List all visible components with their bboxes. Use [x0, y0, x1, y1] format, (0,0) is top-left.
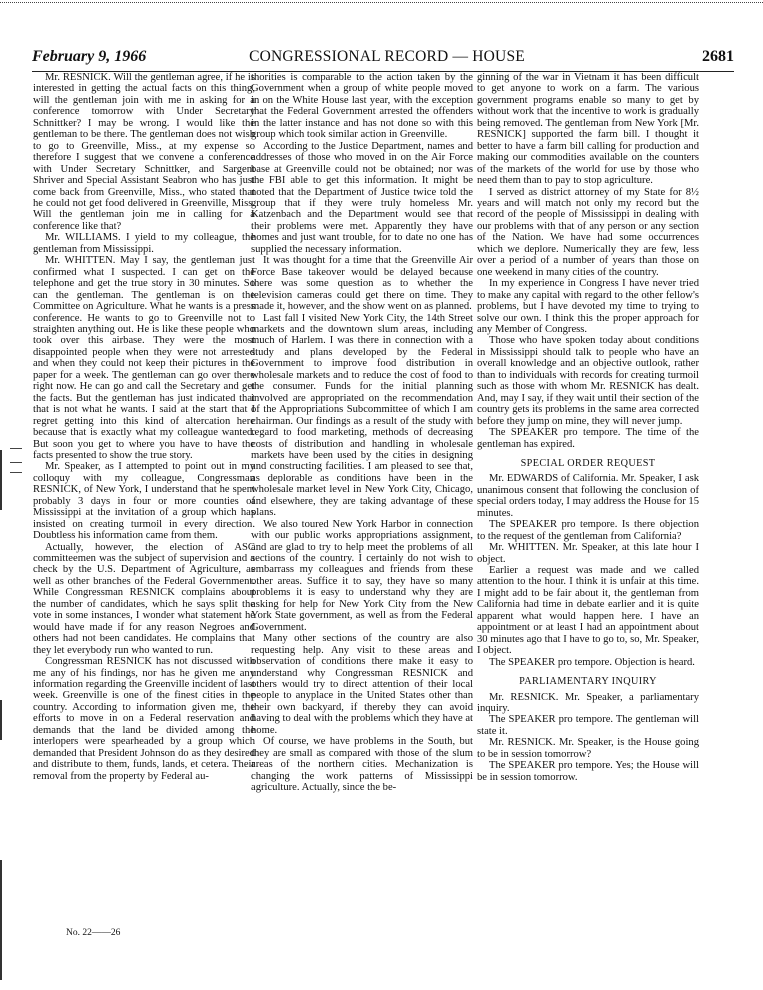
paragraph: Mr. EDWARDS of California. Mr. Speaker, I ask unanimous consent that following the conclusion of special orders today, I may address the House for 15 minutes. — [477, 473, 699, 519]
paragraph: The SPEAKER pro tempore. Objection is heard. — [489, 656, 695, 668]
scan-margin-mark — [0, 860, 2, 980]
paragraph: Mr. RESNICK. Mr. Speaker, is the House going to be in session tomorrow? — [477, 737, 699, 760]
paragraph: Last fall I visited New York City, the 14th Street markets and the downtown slum areas, including much of Harlem. I was there in connection with a study and plans developed by the Federal Government to improve food distribution in wholesale markets and to reduce the cost of food to the consumer. Funds for the initial planning involved are appropriated on the recommendation of the Appropriations Subcommittee of which I am chairman. Our findings as a result of the study with regard to food marketing, methods of decreasing costs of distribution and handling in wholesale markets have been used by the cities in designing and constructing facilities. I am pleased to see that, as deplorable as conditions have been in the wholesale market level in New York City, Chicago, and elsewhere, they are taking advantage of these plans. — [251, 312, 473, 519]
paragraph: The SPEAKER pro tempore. The gentleman will state it. — [477, 714, 699, 737]
paragraph: Mr. WHITTEN. May I say, the gentleman just confirmed what I suspected. I can get on the telephone and get the true story in 30 minutes. So can the gentleman. The gentleman is on the Committee on Agriculture. What he wants is a press conference. He wants to go to Greenville not to straighten anything out. He is like these people who took over this airbase. They were the most disappointed people when they were not arrested and when they could not keep their pictures in the paper for a week. The gentleman can go over there right now. He can go and call the Secretary and get the facts. But the gentleman has just indicated that that is not what he wants. I said at the start that I regret getting into this kind of altercation here because that is exactly what my colleague wanted. But soon you get to where you have to have the facts presented to show the true story. — [33, 255, 255, 461]
header-page-number: 2681 — [702, 48, 734, 65]
paragraph: Mr. WHITTEN. Mr. Speaker, at this late hour I object. — [477, 542, 699, 565]
header-title: CONGRESSIONAL RECORD — HOUSE — [249, 48, 525, 65]
paragraph: The SPEAKER pro tempore. Yes; the House will be in session tomorrow. — [477, 760, 699, 783]
footer-number: No. 22——26 — [66, 928, 121, 938]
paragraph: Actually, however, the election of ASC committeemen was the subject of supervision and a check by the U.S. Department of Agriculture, as well as other branches of the Federal Government. While Congressman RESNICK complains about the number of candidates, which he says split the vote in some instances, I wonder what statement he would have made if for any reason Negroes and others had not been candidates. He complains that they let everybody run who wanted to run. — [33, 541, 255, 656]
paragraph: It was thought for a time that the Greenville Air Force Base takeover would be delayed because there was some question as to whether the television cameras could get there on time. They made it, however, and the show went on as planned. — [251, 255, 473, 313]
paragraph: Mr. WILLIAMS. I yield to my colleague, the gentleman from Mississippi. — [33, 232, 255, 255]
scan-margin-dash — [10, 472, 22, 473]
paragraph: Of course, we have problems in the South, but they are small as compared with those of the slum areas of the northern cities. Mechanization is changing the work patterns of Mississippi agriculture. Actually, since the be- — [251, 736, 473, 794]
paragraph: The SPEAKER pro tempore. Is there objection to the request of the gentleman from California? — [477, 519, 699, 542]
header-date: February 9, 1966 — [32, 48, 147, 65]
paragraph: Earlier a request was made and we called attention to the hour. I think it is unfair at this time. I might add to be fair about it, the gentleman from California had time in debate earlier and it is quite apparent what would happen here. I have an appointment or at least I had an appointment about 30 minutes ago that I have to go to, so, Mr. Speaker, I object. — [477, 565, 699, 657]
paragraph: Mr. Speaker, as I attempted to point out in my colloquy with my colleague, Congressman RESNICK, of New York, I understand that he spent probably 3 days in four or more counties of Mississippi at the invitation of a group which has insisted on creating turmoil in every direction. Doubtless his information came from them. — [33, 461, 255, 542]
paragraph: I served as district attorney of my State for 8½ years and will match not only my record but the record of the people of Mississippi in dealing with our problems with that of any person or any section of the Nation. We have had some occurrences which we deplore. Numerically they are few, less over a period of a number of years than those on one weekend in many cities of the country. — [477, 186, 699, 278]
page-header — [32, 48, 734, 68]
paragraph: Mr. RESNICK. Mr. Speaker, a parliamentary inquiry. — [477, 691, 699, 715]
scan-margin-dash — [10, 448, 22, 449]
text-column-1 — [33, 72, 255, 932]
paragraph: The SPEAKER pro tempore. The time of the gentleman has expired. — [477, 427, 699, 450]
text-column-3 — [477, 72, 699, 932]
paragraph: We also toured New York Harbor in connection with our public works appropriations assignment, and are glad to try to help meet the problems of all sections of the country. I certainly do not wish to embarrass my colleagues and friends from these other areas. Suffice it to say, they have so many problems it is easy to understand why they are asking for help for New York City from the New York State government, as well as from the Federal Government. — [251, 518, 473, 633]
text-column-2 — [251, 72, 473, 932]
paragraph: ginning of the war in Vietnam it has been difficult to get anyone to work on a farm. The various government programs enable so many to get by without work that the incentive to work is gradually being removed. The gentleman from New York [Mr. RESNICK] supported the farm bill. I thought it better to have a farm bill calling for production and making our commodities available on the counters of the markets of the world for use by those who need them than to pay to stop agriculture. — [477, 72, 699, 187]
scan-margin-mark — [0, 450, 2, 510]
paragraph: thorities is comparable to the action taken by the Government when a group of white people moved in on the White House last year, with the exception that the Federal Government arrested the offenders in the latter instance and has not done so with this group which took similar action in Greenville. — [251, 72, 473, 141]
scan-margin-dash — [10, 462, 22, 463]
scan-top-edge — [0, 2, 763, 3]
paragraph: Congressman RESNICK has not discussed with me any of his findings, nor has he given me any information regarding the Greenville incident of last week. Greenville is one of the finest cities in the country. According to information given me, the efforts to move in on a Federal reservation and demands that the land be divided among the interlopers were spearheaded by a group which demanded that President Johnson do as they desired and distribute to them, funds, lands, et cetera. Their removal from the property by Federal au- — [33, 656, 255, 782]
paragraph: Mr. RESNICK. Will the gentleman agree, if he is interested in getting the actual facts on this thing, will the gentleman join with me in asking for a conference tomorrow with Under Secretary Schnittker? I may be wrong. I would like the gentleman to be there. The gentleman does not wish to go to Greenville, Miss., at my expense so therefore I suggest that we convene a conference with Under Secretary Schnittker, and Sargent Shriver and Special Assistant Seabron who has just come back from Greenville, Miss., who stated that he could not get food delivered in Greenville, Miss. Will the gentleman join me in calling for a conference like that? — [33, 72, 255, 232]
paragraph: In my experience in Congress I have never tried to make any capital with regard to the other fellow's problems, but I have devoted my time to trying to solve our own. I think this the proper approach for any Member of Congress. — [477, 278, 699, 335]
paragraph: Many other sections of the country are also requesting help. Any visit to these areas and observation of conditions there make it easy to understand why Congressman RESNICK and others would try to direct attention of their local people to anyplace in the United States other than their own backyard, if thereby they can avoid having to deal with the problems which they have at home. — [251, 633, 473, 736]
section-heading: PARLIAMENTARY INQUIRY — [519, 676, 657, 688]
paragraph: According to the Justice Department, names and addresses of those who moved in on the Air Force base at Greenville could not be obtained; nor was the FBI able to get this information. It might be noted that the Department of Justice twice told the group that if they were truly homeless Mr. Katzenbach and the Department would see that their problems were met. Apparently they have homes and just want trouble, for to date no one has supplied the necessary information. — [251, 140, 473, 255]
section-heading: SPECIAL ORDER REQUEST — [520, 457, 656, 469]
scan-margin-mark — [0, 700, 2, 740]
paragraph: Those who have spoken today about conditions in Mississippi should talk to people who have an overall knowledge and an objective outlook, rather than to individuals with records for creating turmoil such as those with whom Mr. RESNICK has dealt. And, may I say, if they wait until their section of the country gets its problems in the same area corrected before they jump on mine, they will never jump. — [477, 335, 699, 427]
